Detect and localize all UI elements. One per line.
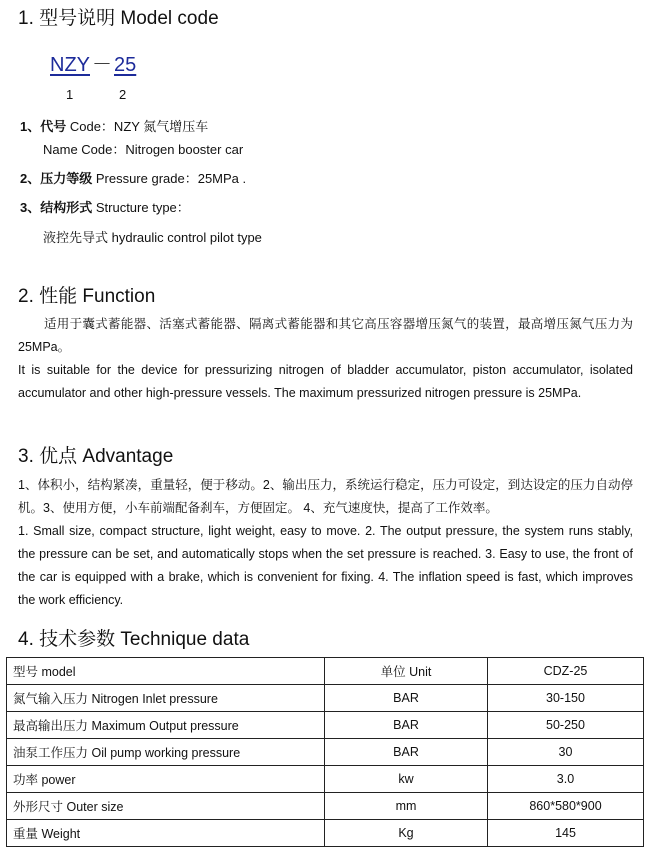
advantage-text-en: 1. Small size, compact structure, light weight, easy to move. 2. The output pressure, the system runs stably, the pressure can be set, and automatically stops when the set pressure is reached. 3. Easy to use, the front of the car is equipped with a brake, which is convenient for fixing. 4. The inflation speed is fast, which improves the work efficiency. <box>18 524 633 607</box>
item-code-value: Code：NZY 氮气增压车 <box>66 119 209 134</box>
table-cell-value: 30 <box>488 739 644 766</box>
table-cell-value: 30-150 <box>488 685 644 712</box>
section-title-advantage: 3. 优点 Advantage <box>18 446 174 467</box>
table-row <box>7 820 644 847</box>
item-structure-type <box>20 197 190 216</box>
table-cell-param: 外形尺寸 Outer size <box>7 793 325 820</box>
table-cell-unit: kw <box>325 766 488 793</box>
section-title-model-code: 1. 型号说明 Model code <box>18 8 219 29</box>
item-structure-text: Structure type： <box>92 200 190 215</box>
model-code-formula <box>50 48 136 77</box>
table-cell-param: 重量 Weight <box>7 820 325 847</box>
table-cell-param: 功率 power <box>7 766 325 793</box>
item-pressure-label: 2、压力等级 <box>20 171 93 186</box>
table-row <box>7 685 644 712</box>
item-pressure-grade <box>20 168 246 187</box>
function-text-en: It is suitable for the device for pressurizing nitrogen of bladder accumulator, piston accumulator, isolated accumulator and other high-pressure vessels. The maximum pressurized nitrogen pressure is 25MPa. <box>18 363 633 400</box>
item-structure-value: 液控先导式 hydraulic control pilot type <box>43 230 262 245</box>
model-code-part-1: NZY <box>50 54 90 76</box>
advantage-text-cn: 1、体积小，结构紧凑，重量轻，便于移动。2、输出压力，系统运行稳定，压力可设定，到达设定的压力自动停机。3、使用方便，小车前端配备刹车，方便固定。 4、充气速度快，提高了工作效率。 <box>18 478 633 515</box>
section-title-technique-data: 4. 技术参数 Technique data <box>18 629 250 650</box>
table-cell-param: 氮气输入压力 Nitrogen Inlet pressure <box>7 685 325 712</box>
item-code-label: 1、代号 <box>20 119 67 134</box>
table-cell-unit: BAR <box>325 712 488 739</box>
table-cell-unit: BAR <box>325 739 488 766</box>
table-cell-value: 145 <box>488 820 644 847</box>
table-cell-unit: mm <box>325 793 488 820</box>
item-name-code: Name Code：Nitrogen booster car <box>43 142 244 157</box>
table-cell-value: 860*580*900 <box>488 793 644 820</box>
table-cell-unit: 单位 Unit <box>325 658 488 685</box>
table-cell-param: 最高输出压力 Maximum Output pressure <box>7 712 325 739</box>
function-text-cn: 适用于囊式蓄能器、活塞式蓄能器、隔离式蓄能器和其它高压容器增压氮气的装置，最高增压氮气压力为25MPa。 <box>18 317 633 354</box>
table-cell-unit: BAR <box>325 685 488 712</box>
table-cell-param: 型号 model <box>7 658 325 685</box>
item-structure-label: 3、结构形式 <box>20 200 93 215</box>
model-code-dash: － <box>92 54 112 76</box>
item-pressure-value: Pressure grade：25MPa . <box>92 171 247 186</box>
table-cell-value: CDZ-25 <box>488 658 644 685</box>
table-cell-value: 3.0 <box>488 766 644 793</box>
table-row <box>7 712 644 739</box>
table-row <box>7 766 644 793</box>
table-row <box>7 793 644 820</box>
model-code-index-2: 2 <box>119 87 127 102</box>
model-code-part-2: 25 <box>114 54 137 76</box>
model-code-index-1: 1 <box>66 87 74 102</box>
section-title-function: 2. 性能 Function <box>18 286 156 307</box>
table-row <box>7 739 644 766</box>
table-row <box>7 658 644 685</box>
table-cell-param: 油泵工作压力 Oil pump working pressure <box>7 739 325 766</box>
table-cell-value: 50-250 <box>488 712 644 739</box>
technique-data-table <box>6 657 644 847</box>
item-code <box>20 116 208 135</box>
table-cell-unit: Kg <box>325 820 488 847</box>
